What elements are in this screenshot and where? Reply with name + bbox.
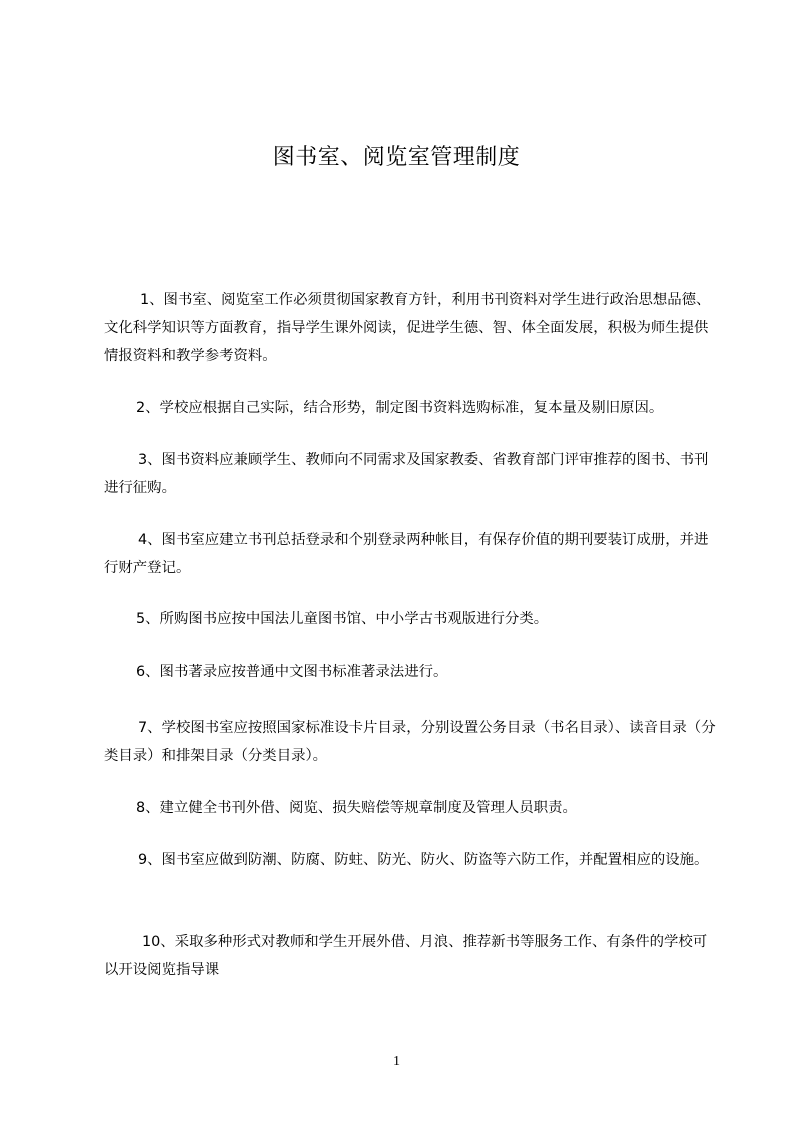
paragraph-4 <box>104 526 716 582</box>
paragraph-text: 采取多种形式对教师和学生开展外借、月浪、推荐新书等服务工作、有条件的学校可以开设阅览指导课 <box>104 934 708 978</box>
paragraph-number: 3、 <box>138 452 162 468</box>
paragraph-text: 图书室应做到防潮、防腐、防蛀、防光、防火、防盗等六防工作，并配置相应的设施。 <box>161 852 709 868</box>
page-title: 图书室、阅览室管理制度 <box>272 145 521 170</box>
paragraph-text: 图书室、阅览室工作必须贯彻国家教育方针，利用书刊资料对学生进行政治思想品德、文化科学知识等方面教育，指导学生课外阅读，促进学生德、智、体全面发展，积极为师生提供情报资料和教学参考资料。 <box>104 292 711 364</box>
paragraph-text: 图书室应建立书刊总括登录和个别登录两种帐目，有保存价值的期刊要装订成册，并进行财产登记。 <box>104 532 709 576</box>
paragraph-7 <box>104 714 716 770</box>
paragraph-1 <box>104 286 716 370</box>
paragraph-text: 图书著录应按普通中文图书标准著录法进行。 <box>159 664 448 680</box>
page-number: 1 <box>393 1054 400 1069</box>
paragraph-number: 2、 <box>136 400 160 416</box>
paragraph-3 <box>104 446 716 502</box>
paragraph-number: 1、 <box>140 292 164 308</box>
paragraph-number: 8、 <box>136 800 160 816</box>
paragraph-8 <box>104 794 716 822</box>
paragraph-text: 所购图书应按中国法儿童图书馆、中小学古书观版进行分类。 <box>159 611 549 627</box>
paragraph-number: 10、 <box>142 934 175 950</box>
paragraph-9 <box>104 846 716 874</box>
paragraph-6 <box>104 658 716 686</box>
paragraph-number: 4、 <box>138 532 162 548</box>
paragraph-number: 9、 <box>138 852 162 868</box>
paragraph-2 <box>104 394 716 422</box>
paragraph-text: 学校应根据自己实际，结合形势，制定图书资料选购标准，复本量及剔旧原因。 <box>159 400 664 416</box>
paragraph-10 <box>104 928 716 984</box>
paragraph-text: 学校图书室应按照国家标准设卡片目录，分别设置公务目录（书名目录）、读音目录（分类目录）和排架目录（分类目录）。 <box>104 720 716 764</box>
paragraph-text: 建立健全书刊外借、阅览、损失赔偿等规章制度及管理人员职责。 <box>159 800 577 816</box>
paragraph-text: 图书资料应兼顾学生、教师向不同需求及国家教委、省教育部门评审推荐的图书、书刊进行征购。 <box>104 452 709 496</box>
paragraph-5 <box>104 605 716 633</box>
paragraph-number: 6、 <box>136 664 160 680</box>
paragraph-number: 5、 <box>136 611 160 627</box>
paragraph-number: 7、 <box>138 720 162 736</box>
